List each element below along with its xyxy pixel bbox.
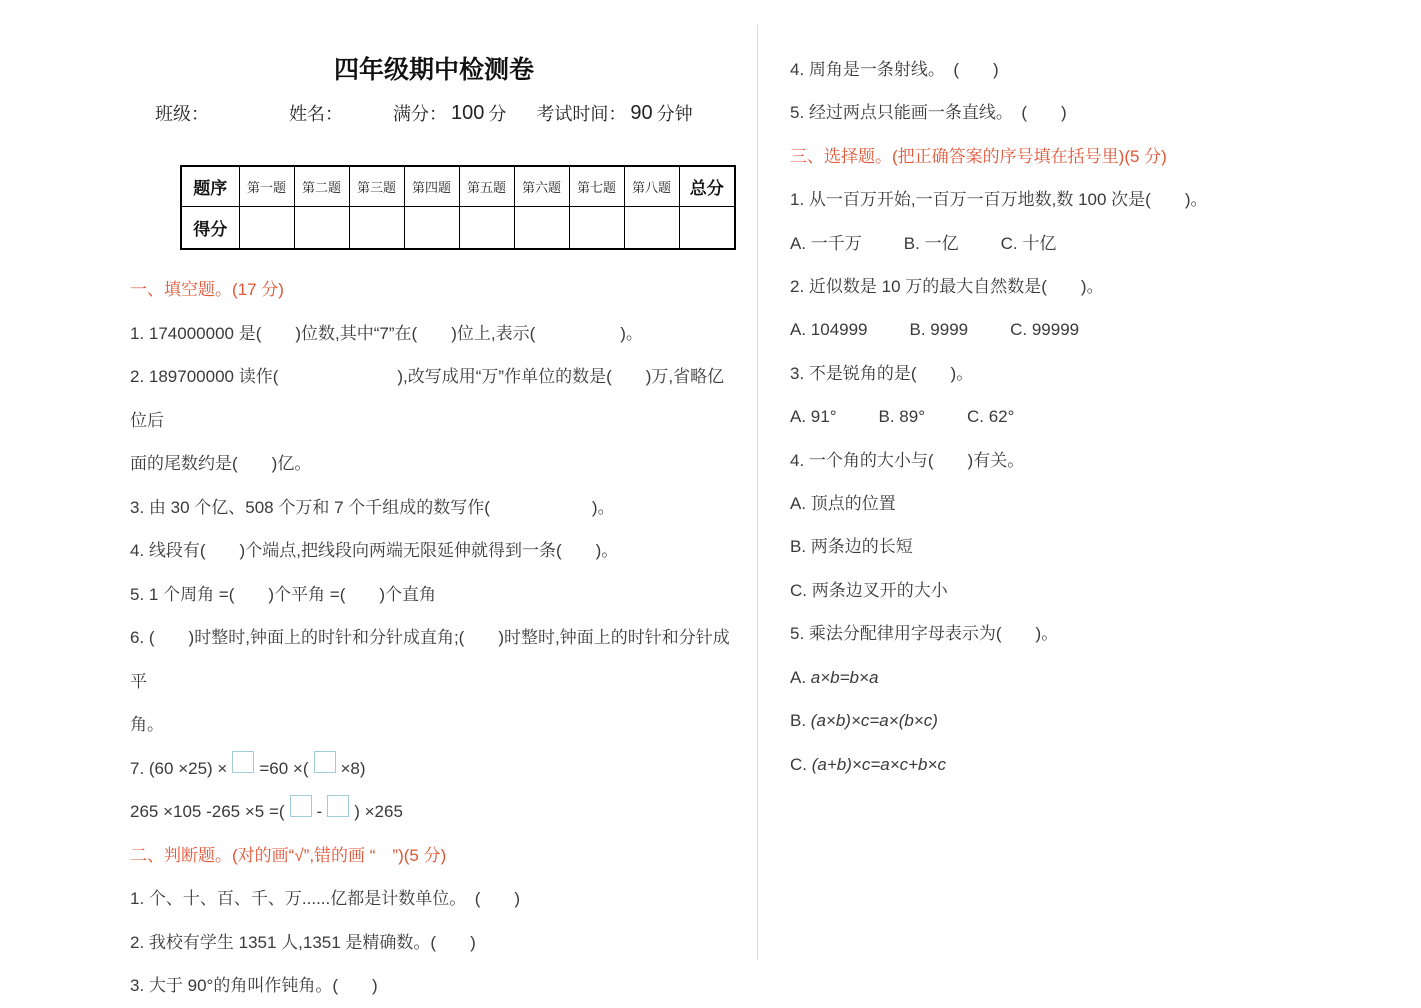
choice-question-3: 3. 不是锐角的是( )。 <box>790 363 974 383</box>
judge-question-4: 4. 周角是一条射线。 ( ) <box>790 60 999 79</box>
score-table <box>180 165 736 250</box>
left-body <box>130 268 738 1008</box>
score-table-cell: 第七题 <box>569 166 624 206</box>
choice-option: A. 91° <box>790 407 837 427</box>
score-blank-cell <box>239 206 294 249</box>
score-table-cell: 第五题 <box>459 166 514 206</box>
choice-option-line <box>790 699 1400 742</box>
left-column <box>130 0 738 1008</box>
option-label: A. <box>790 667 807 687</box>
choice-question-2-options <box>790 308 1400 351</box>
choice-question-5: 5. 乘法分配律用字母表示为( )。 <box>790 624 1059 644</box>
judge-question-3: 3. 大于 90°的角叫作钝角。( ) <box>130 976 378 995</box>
fill-question-6-line2: 角。 <box>130 715 164 734</box>
score-table-cell: 第四题 <box>404 166 459 206</box>
choice-question-2: 2. 近似数是 10 万的最大自然数是( )。 <box>790 277 1104 297</box>
judge-question-2: 2. 我校有学生 1351 人,1351 是精确数。( ) <box>130 932 476 952</box>
class-label: 班级： <box>155 104 209 124</box>
choice-option: B. 一亿 <box>903 233 959 253</box>
fill-question-7-line2 <box>130 790 738 834</box>
exam-info-row <box>130 99 738 127</box>
score-table-cell: 题序 <box>181 166 239 206</box>
score-table-cell: 第八题 <box>624 166 679 206</box>
option-formula: (a×b)×c=a×(b×c) <box>810 711 938 731</box>
fill-section-heading: 一、填空题。(17 分) <box>130 280 284 299</box>
column-divider <box>757 25 758 960</box>
exam-time-label: 考试时间： <box>536 104 627 124</box>
option-label: B. <box>790 711 807 731</box>
choice-question-1: 1. 从一百万开始,一百万一百万地数,数 100 次是( )。 <box>790 190 1208 210</box>
score-table-cell: 第一题 <box>239 166 294 206</box>
fill-question-5: 5. 1 个周角 =( )个平角 =( )个直角 <box>130 584 437 604</box>
score-table-header-row <box>181 166 735 206</box>
full-score-value: 100 <box>451 101 485 124</box>
q7-text-segment: ×8) <box>340 758 366 778</box>
choice-question-4: 4. 一个角的大小与( )有关。 <box>790 450 1025 470</box>
option-formula: (a+b)×c=a×c+b×c <box>811 754 946 774</box>
choice-option-line <box>790 743 1400 786</box>
answer-box <box>290 795 312 817</box>
q7-text-segment: 7. (60 ×25) × <box>130 758 228 778</box>
choice-option-line: C. 两条边叉开的大小 <box>790 580 948 600</box>
exam-time-value: 90 <box>630 101 653 124</box>
answer-box <box>327 795 349 817</box>
fill-question-1: 1. 174000000 是( )位数,其中“7”在( )位上,表示( )。 <box>130 323 643 343</box>
score-row-label: 得分 <box>181 206 239 249</box>
fill-question-7-line1 <box>130 747 738 791</box>
choice-option-line <box>790 656 1400 699</box>
q7-text-segment: - <box>316 802 323 821</box>
full-score-label: 满分： <box>393 104 447 124</box>
q7-text-segment: ) ×265 <box>354 802 403 821</box>
paper-title: 四年级期中检测卷 <box>333 56 534 84</box>
name-label: 姓名： <box>289 104 343 124</box>
choice-question-3-options <box>790 395 1400 438</box>
score-table-cell: 第二题 <box>294 166 349 206</box>
judge-question-1: 1. 个、十、百、千、万......亿都是计数单位。 ( ) <box>130 889 521 908</box>
choice-option: B. 9999 <box>909 320 969 340</box>
choice-question-1-options <box>790 222 1400 265</box>
answer-box <box>314 751 336 773</box>
score-blank-cell <box>514 206 569 249</box>
score-table-score-row <box>181 206 735 249</box>
score-blank-cell <box>459 206 514 249</box>
fill-question-3: 3. 由 30 个亿、508 个万和 7 个千组成的数写作( )。 <box>130 497 615 517</box>
choice-option: A. 104999 <box>790 320 868 340</box>
right-body <box>790 0 1400 786</box>
judge-section-heading: 二、判断题。(对的画“√”,错的画 “ ”)(5 分) <box>130 845 447 865</box>
choice-option: C. 十亿 <box>1000 233 1057 253</box>
fill-question-4: 4. 线段有( )个端点,把线段向两端无限延伸就得到一条( )。 <box>130 541 619 560</box>
score-blank-cell <box>404 206 459 249</box>
exam-time-group <box>536 100 692 126</box>
score-table-cell: 第六题 <box>514 166 569 206</box>
exam-time-unit: 分钟 <box>656 104 693 124</box>
fill-question-2-line2: 面的尾数约是( )亿。 <box>130 454 312 473</box>
fill-question-2-line1: 2. 189700000 读作( ),改写成用“万”作单位的数是( )万,省略亿位后 <box>130 367 725 430</box>
full-score-unit: 分 <box>488 104 507 124</box>
score-blank-cell <box>349 206 404 249</box>
score-blank-cell <box>679 206 735 249</box>
choice-option: A. 一千万 <box>790 233 862 253</box>
choice-option-line: B. 两条边的长短 <box>790 537 913 557</box>
score-table-cell: 第三题 <box>349 166 404 206</box>
q7-text-segment: =60 ×( <box>259 758 309 778</box>
choice-section-heading: 三、选择题。(把正确答案的序号填在括号里)(5 分) <box>790 146 1167 166</box>
full-score-group <box>393 100 506 126</box>
score-blank-cell <box>624 206 679 249</box>
option-formula: a×b=b×a <box>810 667 879 687</box>
choice-option: B. 89° <box>878 407 925 427</box>
choice-option-line: A. 顶点的位置 <box>790 494 896 514</box>
answer-box <box>232 751 254 773</box>
q7-text-segment: 265 ×105 -265 ×5 =( <box>130 802 285 821</box>
choice-option: C. 62° <box>967 407 1015 427</box>
score-blank-cell <box>569 206 624 249</box>
choice-option: C. 99999 <box>1010 320 1080 340</box>
score-blank-cell <box>294 206 349 249</box>
right-column <box>790 0 1400 786</box>
option-label: C. <box>790 754 807 774</box>
fill-question-6-line1: 6. ( )时整时,钟面上的时针和分针成直角;( )时整时,钟面上的时针和分针成平 <box>130 628 730 691</box>
judge-question-5: 5. 经过两点只能画一条直线。 ( ) <box>790 103 1067 123</box>
score-table-cell: 总分 <box>679 166 735 206</box>
